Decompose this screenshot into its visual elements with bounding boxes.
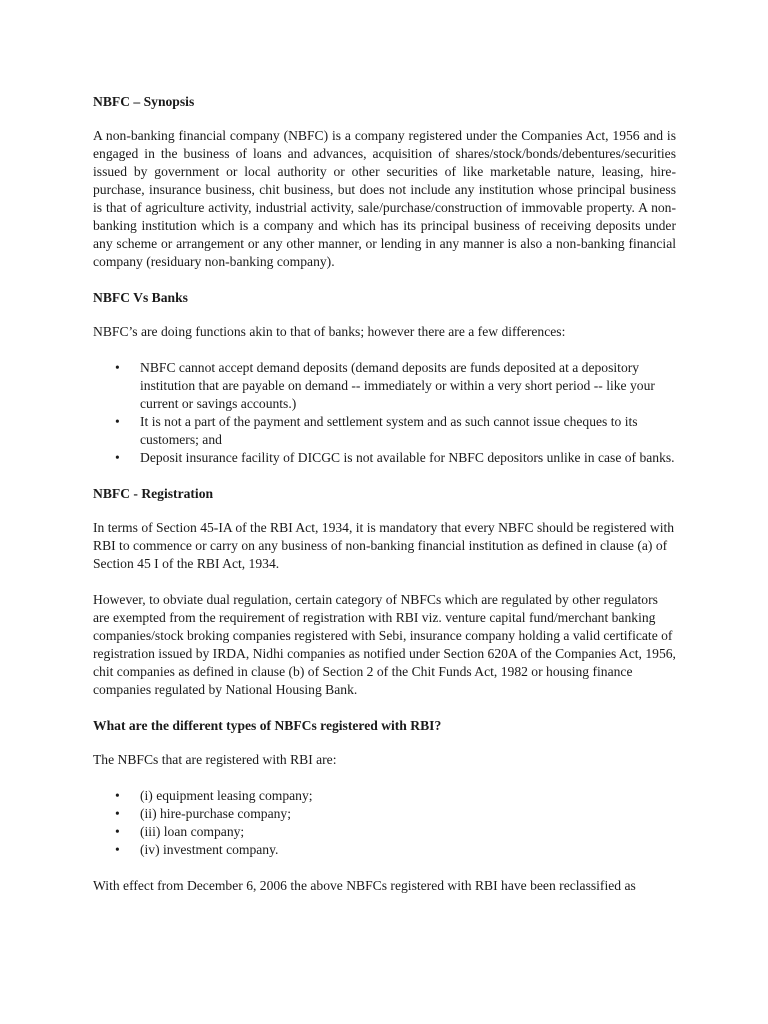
list-item-text: (iii) loan company; [140, 824, 245, 839]
types-heading: What are the different types of NBFCs registered with RBI? [93, 718, 442, 733]
synopsis-paragraph: A non-banking financial company (NBFC) is a company registered under the Companies Act, 1956 and is engaged in the business of loans and advances, acquisition of shares/stock/bonds/debentures/securities issued by government or local authority or other securities of like marketable nature, leasing, hire-purchase, insurance business, chit business, but does not include any institution whose principal business is that of agriculture activity, industrial activity, sale/purchase/construction of immovable property. A non-banking institution which is a company and which has its principal business of receiving deposits under any scheme or arrangement or any other manner, or lending in any manner is also a non-banking financial company (residuary non-banking company). [93, 128, 676, 269]
list-item-text: (i) equipment leasing company; [140, 788, 313, 803]
list-item-text: Deposit insurance facility of DICGC is not available for NBFC depositors unlike in case of banks. [140, 450, 675, 465]
vs-banks-intro: NBFC’s are doing functions akin to that of banks; however there are a few differences: [93, 324, 566, 339]
list-item-text: (iv) investment company. [140, 842, 279, 857]
registration-paragraph-1: In terms of Section 45-IA of the RBI Act, 1934, it is mandatory that every NBFC should be registered with RBI to commence or carry on any business of non-banking financial institution as defined in clause (a) of Section 45 I of the RBI Act, 1934. [93, 520, 675, 571]
registration-heading: NBFC - Registration [93, 486, 214, 501]
list-item [93, 841, 676, 859]
bullet-icon: • [115, 842, 120, 857]
list-item-text: It is not a part of the payment and settlement system and as such cannot issue cheques to its customers; and [140, 414, 638, 447]
vs-banks-list [93, 359, 676, 467]
bullet-icon: • [115, 806, 120, 821]
list-item-text: NBFC cannot accept demand deposits (demand deposits are funds deposited at a depository institution that are payable on demand -- immediately or within a very short period -- like your current or savings accounts.) [140, 360, 655, 411]
bullet-icon: • [115, 414, 120, 429]
list-item [93, 823, 676, 841]
types-intro: The NBFCs that are registered with RBI are: [93, 752, 337, 767]
types-list [93, 787, 676, 859]
bullet-icon: • [115, 824, 120, 839]
list-item [93, 805, 676, 823]
document-page [93, 93, 676, 913]
synopsis-heading: NBFC – Synopsis [93, 94, 195, 109]
registration-paragraph-2: However, to obviate dual regulation, certain category of NBFCs which are regulated by other regulators are exempted from the requirement of registration with RBI viz. venture capital fund/merchant banking companies/stock broking companies registered with Sebi, insurance company holding a valid certificate of registration issued by IRDA, Nidhi companies as notified under Section 620A of the Companies Act, 1956, chit companies as defined in clause (b) of Section 2 of the Chit Funds Act, 1982 or housing finance companies regulated by National Housing Bank. [93, 592, 676, 697]
bullet-icon: • [115, 788, 120, 803]
bullet-icon: • [115, 450, 120, 465]
list-item [93, 359, 676, 413]
bullet-icon: • [115, 360, 120, 375]
list-item-text: (ii) hire-purchase company; [140, 806, 291, 821]
list-item [93, 787, 676, 805]
list-item [93, 413, 676, 449]
vs-banks-heading: NBFC Vs Banks [93, 290, 188, 305]
list-item [93, 449, 676, 467]
types-closing: With effect from December 6, 2006 the above NBFCs registered with RBI have been reclassified as [93, 878, 636, 893]
